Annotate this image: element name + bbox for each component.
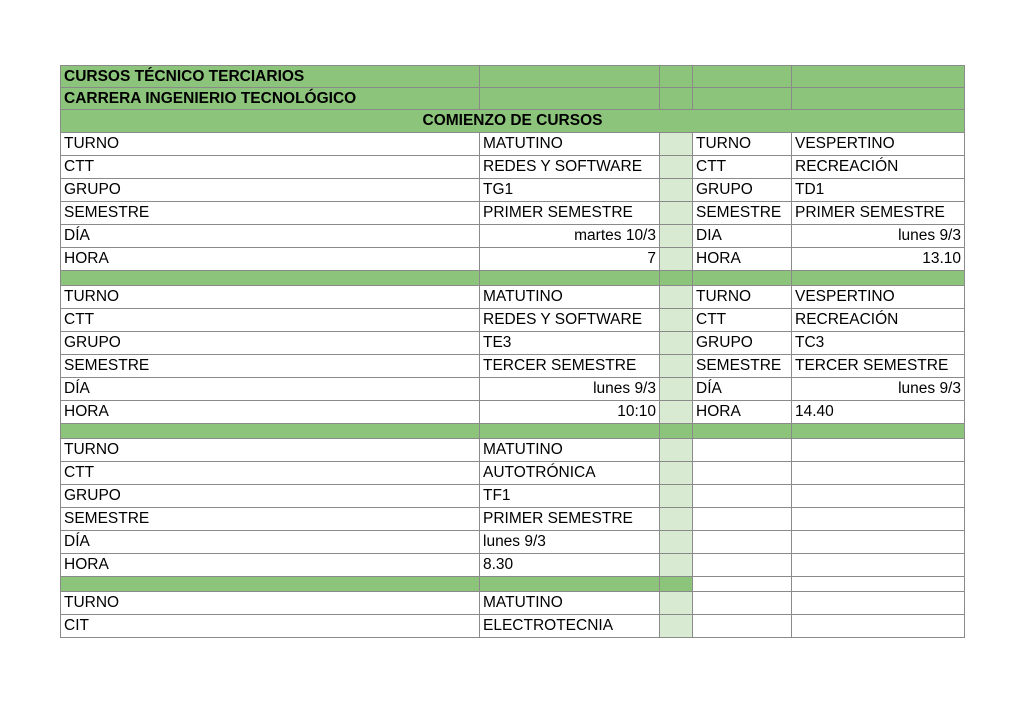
course-field-label: GRUPO [693, 179, 792, 202]
course-field-label: SEMESTRE [61, 202, 480, 225]
gap-cell [660, 554, 693, 577]
course-field-label: GRUPO [61, 179, 480, 202]
course-field-label: HORA [61, 248, 480, 271]
course-field-label: DÍA [61, 378, 480, 401]
table-row [61, 531, 965, 554]
course-field-value: 8.30 [480, 554, 660, 577]
section-header-row [61, 110, 965, 133]
course-field-value: 14.40 [792, 401, 965, 424]
gap-cell [660, 462, 693, 485]
empty-cell [693, 592, 792, 615]
separator-cell [480, 271, 660, 286]
course-field-value: REDES Y SOFTWARE [480, 309, 660, 332]
empty-cell [693, 554, 792, 577]
course-field-label: SEMESTRE [61, 355, 480, 378]
gap-cell [660, 225, 693, 248]
table-row [61, 202, 965, 225]
title-row-2 [61, 88, 965, 110]
course-field-label: GRUPO [61, 485, 480, 508]
course-field-value: RECREACIÓN [792, 309, 965, 332]
separator-cell [792, 271, 965, 286]
table-row [61, 554, 965, 577]
course-field-label: DÍA [61, 531, 480, 554]
separator-cell [693, 271, 792, 286]
separator-cell [61, 577, 480, 592]
course-field-value: lunes 9/3 [792, 378, 965, 401]
course-field-value: TG1 [480, 179, 660, 202]
gap-cell [660, 202, 693, 225]
separator-cell [61, 271, 480, 286]
schedule-sheet [60, 65, 965, 638]
course-field-value: 10:10 [480, 401, 660, 424]
gap-cell [660, 286, 693, 309]
empty-cell [693, 615, 792, 638]
table-row [61, 179, 965, 202]
gap-cell [660, 248, 693, 271]
empty-cell [693, 462, 792, 485]
course-field-value: lunes 9/3 [480, 378, 660, 401]
title-row-1 [61, 66, 965, 88]
course-field-value: PRIMER SEMESTRE [792, 202, 965, 225]
course-field-label: GRUPO [61, 332, 480, 355]
course-field-value: VESPERTINO [792, 133, 965, 156]
gap-cell [660, 355, 693, 378]
course-field-label: TURNO [61, 133, 480, 156]
course-field-value: RECREACIÓN [792, 156, 965, 179]
sheet-title: CURSOS TÉCNICO TERCIARIOS [61, 66, 480, 88]
empty-cell [792, 485, 965, 508]
table-row [61, 332, 965, 355]
course-field-value: TC3 [792, 332, 965, 355]
course-field-label: CTT [61, 462, 480, 485]
course-field-value: TE3 [480, 332, 660, 355]
table-row [61, 355, 965, 378]
separator-cell [660, 577, 693, 592]
course-field-label: DÍA [61, 225, 480, 248]
separator-cell [660, 271, 693, 286]
gap-cell [660, 309, 693, 332]
gap-cell [660, 332, 693, 355]
course-field-label: CTT [61, 156, 480, 179]
table-row [61, 309, 965, 332]
separator-cell [61, 424, 480, 439]
empty-cell [792, 462, 965, 485]
course-field-value: lunes 9/3 [480, 531, 660, 554]
course-field-label: DÍA [693, 378, 792, 401]
empty-cell [792, 615, 965, 638]
empty-cell [792, 508, 965, 531]
table-row [61, 485, 965, 508]
course-field-label: CIT [61, 615, 480, 638]
course-field-label: HORA [61, 401, 480, 424]
separator-cell [480, 577, 660, 592]
course-field-value: MATUTINO [480, 286, 660, 309]
table-row [61, 439, 965, 462]
course-field-value: TD1 [792, 179, 965, 202]
section-header: COMIENZO DE CURSOS [61, 110, 965, 133]
empty-cell [693, 439, 792, 462]
course-field-value: PRIMER SEMESTRE [480, 508, 660, 531]
table-row [61, 286, 965, 309]
course-field-label: CTT [61, 309, 480, 332]
table-row [61, 378, 965, 401]
separator-cell [480, 424, 660, 439]
gap-cell [660, 179, 693, 202]
course-field-label: GRUPO [693, 332, 792, 355]
table-row [61, 615, 965, 638]
gap-cell [660, 592, 693, 615]
empty-cell [693, 577, 792, 592]
empty-cell [792, 439, 965, 462]
course-field-value: REDES Y SOFTWARE [480, 156, 660, 179]
course-field-value: 13.10 [792, 248, 965, 271]
block-separator [61, 424, 965, 439]
course-field-value: martes 10/3 [480, 225, 660, 248]
empty-cell [693, 485, 792, 508]
course-field-value: ELECTROTECNIA [480, 615, 660, 638]
course-field-value: MATUTINO [480, 592, 660, 615]
course-field-label: DIA [693, 225, 792, 248]
course-field-label: TURNO [693, 286, 792, 309]
gap-cell [660, 401, 693, 424]
course-field-value: PRIMER SEMESTRE [480, 202, 660, 225]
course-field-label: TURNO [61, 439, 480, 462]
table-row [61, 133, 965, 156]
table-row [61, 592, 965, 615]
course-field-label: HORA [693, 248, 792, 271]
gap-cell [660, 439, 693, 462]
table-row [61, 462, 965, 485]
empty-cell [792, 577, 965, 592]
course-field-value: TERCER SEMESTRE [480, 355, 660, 378]
course-field-label: HORA [693, 401, 792, 424]
course-field-label: SEMESTRE [693, 202, 792, 225]
course-field-value: MATUTINO [480, 133, 660, 156]
course-field-value: AUTOTRÓNICA [480, 462, 660, 485]
table-row [61, 225, 965, 248]
gap-cell [660, 156, 693, 179]
empty-cell [792, 554, 965, 577]
course-field-value: TERCER SEMESTRE [792, 355, 965, 378]
table-row [61, 248, 965, 271]
block-separator [61, 271, 965, 286]
course-field-label: TURNO [693, 133, 792, 156]
table-row [61, 508, 965, 531]
gap-cell [660, 531, 693, 554]
gap-cell [660, 133, 693, 156]
course-field-label: CTT [693, 309, 792, 332]
course-field-value: TF1 [480, 485, 660, 508]
sheet-subtitle: CARRERA INGENIERIO TECNOLÓGICO [61, 88, 480, 110]
table-row [61, 401, 965, 424]
course-field-label: TURNO [61, 286, 480, 309]
empty-cell [693, 508, 792, 531]
empty-cell [792, 592, 965, 615]
separator-cell [693, 424, 792, 439]
separator-cell [792, 424, 965, 439]
course-field-label: TURNO [61, 592, 480, 615]
course-field-value: MATUTINO [480, 439, 660, 462]
separator-cell [660, 424, 693, 439]
gap-cell [660, 615, 693, 638]
course-field-value: VESPERTINO [792, 286, 965, 309]
gap-cell [660, 485, 693, 508]
course-field-label: SEMESTRE [693, 355, 792, 378]
course-field-label: SEMESTRE [61, 508, 480, 531]
block-separator [61, 577, 965, 592]
course-field-label: CTT [693, 156, 792, 179]
table-row [61, 156, 965, 179]
course-field-value: 7 [480, 248, 660, 271]
empty-cell [693, 531, 792, 554]
course-field-label: HORA [61, 554, 480, 577]
gap-cell [660, 508, 693, 531]
course-field-value: lunes 9/3 [792, 225, 965, 248]
gap-cell [660, 378, 693, 401]
empty-cell [792, 531, 965, 554]
